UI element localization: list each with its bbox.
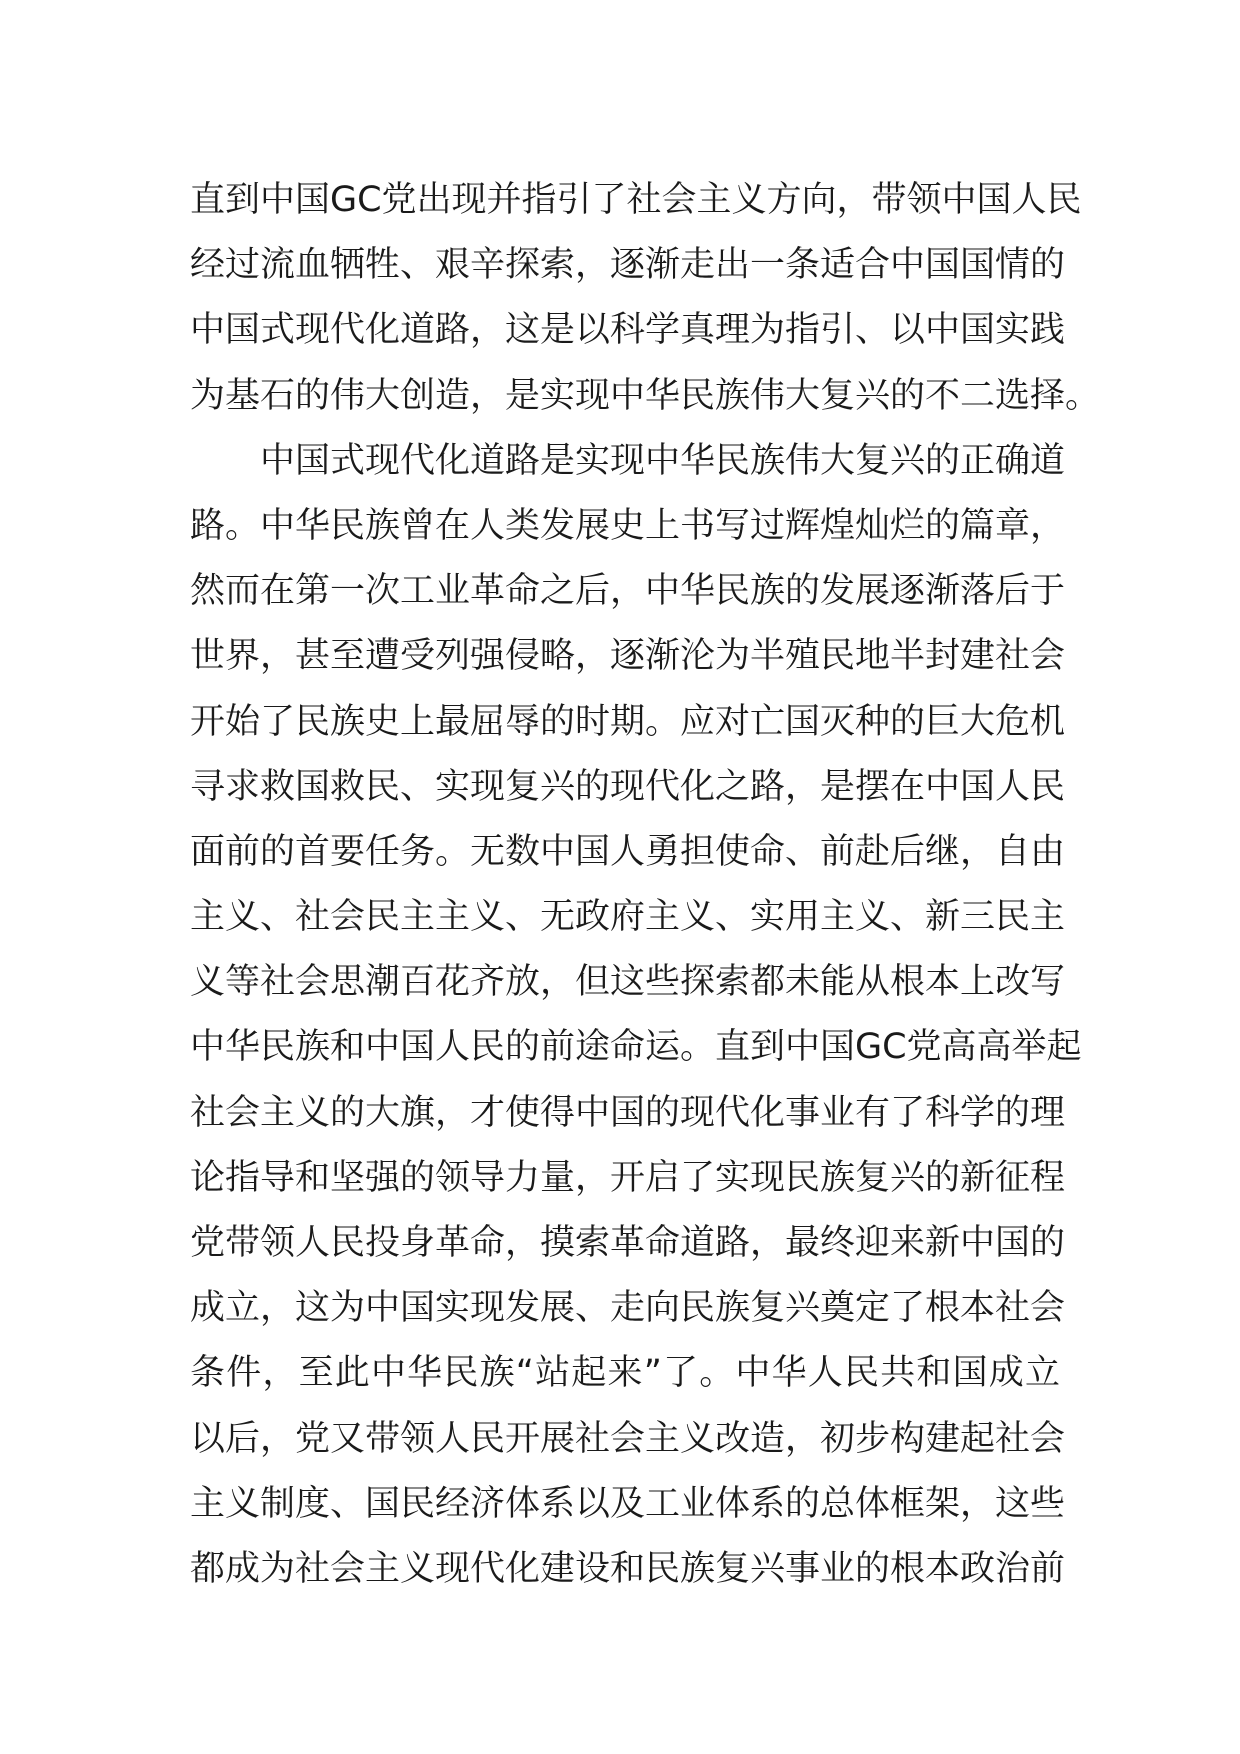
text-line: 中国式现代化道路，这是以科学真理为指引、以中国实践 — [190, 310, 1066, 351]
text-line: 主义、社会民主主义、无政府主义、实用主义、新三民主 — [190, 897, 1066, 938]
body-text — [190, 168, 1101, 1602]
text-line: 路。中华民族曾在人类发展史上书写过辉煌灿烂的篇章， — [190, 505, 1066, 546]
text-line: 为基石的伟大创造，是实现中华民族伟大复兴的不二选择。 — [190, 375, 1101, 416]
text-line: 主义制度、国民经济体系以及工业体系的总体框架，这些 — [190, 1483, 1066, 1524]
text-line: 党带领人民投身革命，摸索革命道路，最终迎来新中国的 — [190, 1223, 1066, 1263]
text-line: 中华民族和中国人民的前途命运。直到中国GC党高高举起 — [190, 1027, 1082, 1068]
text-line: 都成为社会主义现代化建设和民族复兴事业的根本政治前 — [190, 1548, 1066, 1589]
text-line: 论指导和坚强的领导力量，开启了实现民族复兴的新征程 — [190, 1157, 1066, 1198]
text-line: 世界，甚至遭受列强侵略，逐渐沦为半殖民地半封建社会 — [190, 636, 1066, 677]
text-line: 社会主义的大旗，才使得中国的现代化事业有了科学的理 — [190, 1092, 1066, 1133]
text-line: 义等社会思潮百花齐放，但这些探索都未能从根本上改写 — [190, 962, 1066, 1003]
text-line: 成立，这为中国实现发展、走向民族复兴奠定了根本社会 — [190, 1288, 1066, 1329]
text-line: 经过流血牺牲、艰辛探索，逐渐走出一条适合中国国情的 — [190, 245, 1066, 286]
text-line: 寻求救国救民、实现复兴的现代化之路，是摆在中国人民 — [190, 766, 1066, 807]
paragraph — [190, 168, 1101, 429]
text-line: 开始了民族史上最屈辱的时期。应对亡国灭种的巨大危机 — [190, 701, 1066, 742]
paragraph — [190, 429, 1082, 1602]
text-line: 以后，党又带领人民开展社会主义改造，初步构建起社会 — [190, 1418, 1066, 1459]
text-line: 条件，至此中华民族“站起来”了。中华人民共和国成立 — [190, 1353, 1060, 1394]
text-line: 中国式现代化道路是实现中华民族伟大复兴的正确道 — [260, 440, 1066, 481]
text-line: 直到中国GC党出现并指引了社会主义方向，带领中国人民 — [190, 180, 1082, 220]
text-line: 然而在第一次工业革命之后，中华民族的发展逐渐落后于 — [190, 571, 1066, 612]
text-line: 面前的首要任务。无数中国人勇担使命、前赴后继，自由 — [190, 831, 1066, 872]
